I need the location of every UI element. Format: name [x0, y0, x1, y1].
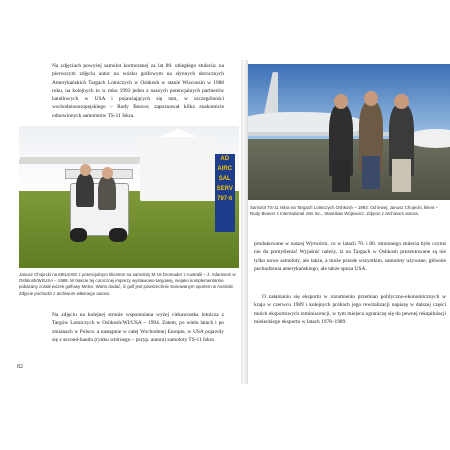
right-page: [248, 60, 450, 384]
iskra-aircraft-photo: [248, 64, 450, 200]
left-bottom-paragraph: Na zdjęciu na kolejnej stronie wspomniana wyżej ciekawostka lotnicza z Targów Lotniczych w Oshkosh/WI/USA – 1994. Zatem, po wielu latach i po zmianach w Polsce, a następnie w całej Wschodniej Europie, w USA pojawiły się z second-handu (rynku wtórnego – przyp. autora) samoloty TS-11 Iskra: [52, 312, 224, 343]
right-photo-caption: Samolot TS-11 Iskra na Targach Lotniczych Oshkosh – 1993. Od lewej: Janusz Chojecki, klient – Rudy Beaver z International Jets Inc., Stanisław Wójtowicz. Zdjęcie z archiwum autora.: [250, 205, 438, 217]
left-photo-caption: Janusz Chojecki na MELEXIE z potencjalnym klientem na samoloty M-18 Dromader z Australii – J. Adamsem w Oshkosh/WI/USA – 1988. W trakcie tej corocznej imprezy wystawowo-targowej, niejako komplementarnie pokazany został wózek golfowy Melex. Warto dodać, iż golf jest powszechnie stosowanym sportem w Australii. Zdjęcie pochodzi z archiwum własnego autora.: [19, 272, 236, 296]
book-gutter: [241, 60, 248, 384]
sign-line-4: SERV: [216, 186, 233, 193]
right-paragraph-1: produkowane w naszej Wytwórni, co w latach 70. i 80. minionego stulecia było czymś nie do pomyślenia! Wyjaśnić należy, iż na Targach w Oshkosh prezentowane są nie tylko nowe samoloty, ale także, a może przede wszystkim, samoloty używane, głównie pochodzenia amerykańskiego, ale także spoza USA.: [254, 241, 446, 272]
sign-line-1: AD: [220, 156, 230, 163]
sign-line-2: AIRC: [217, 166, 233, 173]
right-paragraph-2: O załamaniu się eksportu w rozumieniu przemian polityczno-ekonomicznych w kraju w czerwcu 1989 i kolejnych próbach jego rewitalizacji napiszę w dalszej części moich eksportowych reminiscencji, w tym miejscu ograniczę się do pewnej rekapitulacji mieleckiego eksportu w latach 1978–1989.: [254, 294, 446, 325]
sign-line-3: SAL: [218, 176, 231, 183]
left-top-paragraph: Na zdjęciach powyżej samolot kormoranej za lat 80. ubiegłego stulecia: na pierwszym zdjęciu autor na wózku golfowym na słynnych dorocznych Amerykańskich Targach Lotniczych w Oshkosh w stanie Wisconsin w 1988 roku, na kolejnych to w roku 1993 jeden z naszych potencjalnych partnerów handlowych w USA i pojawiających się tam, w szczególności wschodnioeuropejskiego – Rudy Beaver, zapoznawał kilka znakomicie odnowionych samolotów TS-11 Iskra.: [52, 63, 224, 119]
page-number: 82: [17, 364, 23, 370]
left-page: [15, 60, 241, 384]
airshow-sign: [215, 154, 235, 232]
golf-cart-photo: [19, 126, 239, 268]
sign-line-5: 797-6: [217, 196, 233, 203]
